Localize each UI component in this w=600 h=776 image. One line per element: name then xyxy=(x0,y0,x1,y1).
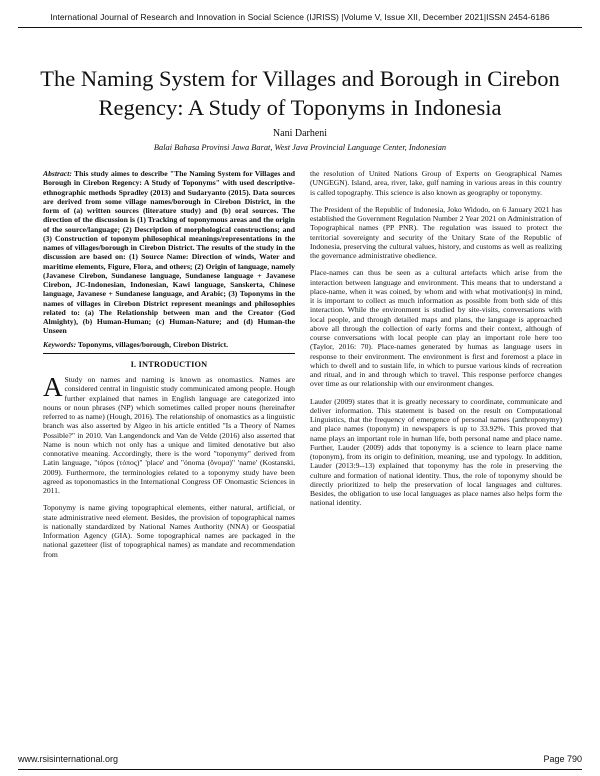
abstract-text: This study aimes to describe "The Naming System for Villages and Borough in Cirebon Regency: A Study of Toponyms" with used descriptive-ethnographic methods Spradley (2013) and Sudaryanto (2015). Data sources are derived from some village names/borough in Cirebon District, in the form of (a) written sources (literature study) and (b) oral sources. The direction of the discussion is (1) Tracking of toponymous areas and the origin of the source/language; (2) Description of morphological constructions; and (3) Construction of toponym philosophical meanings/representations in the names of villages/borough in Cirebon District. The results of the study in the discussion are based on: (1) Source Name: Direction of winds, Water and maritime elements, Figure, Flora, and others; (2) Origin of language, namely (Javanese Cirebon, Sundanese language, Sundanese language + Javanese Cirebon, JC-Indonesian, Indonesian, Kawi language, Sanskerta, Chinese language, Javanese + Sundanese language, and Arabic; (3) Toponyms in the names of villages in Cirebon District represent meanings and philosophies related to: (a) The Relationship between man and the Creator (God Almighty), (b) Human-Human; (c) Human-Nature; and (d) Human-the Unseen xyxy=(43,169,295,336)
paper-title: The Naming System for Villages and Borough in Cirebon Regency: A Study of Toponyms in Indonesia xyxy=(40,66,560,120)
abstract-label: Abstract: xyxy=(43,169,72,178)
author-affiliation: Balai Bahasa Provinsi Jawa Barat, West Java Provincial Language Center, Indonesian xyxy=(153,143,447,152)
footer-page-number: Page 790 xyxy=(543,754,582,764)
abstract xyxy=(43,169,295,336)
keywords xyxy=(43,340,295,349)
intro-paragraph-1 xyxy=(43,372,295,495)
header-rule xyxy=(18,27,582,28)
intro-paragraph-1-text: Study on names and naming is known as onomastics. Names are considered central in linguistic study communicated among people. Hough further explained that names in English language are categorized into nouns or noun phrases (NP) which sometimes called proper nouns (hereinafter referred to as name) (Hough, 2016). The relationship of onomastics as a linguistic branch was also asserted by Algeo in his article entitled "Is a Theory of Names Possible?" in 2010. Van Langendonck and Van de Velde (2016) also asserted that Name is noun which not only has a unique and limited denotative but also connotative meaning. Accordingly, there is the word "toponymy" derived from Latin language, "tópos (τόπος)" 'place' and "ónoma (ὄνομα)" 'name' (Kostanski, 2009). Furthermore, the terminologies related to a toponymy study have been agreed as toponomastics in the International Congress OF Onomastic Sciences in 2011. xyxy=(43,375,295,495)
journal-header: International Journal of Research and Innovation in Social Science (IJRISS) |Volume V, Issue XII, December 2021|ISSN 2454-6186 xyxy=(50,12,550,22)
drop-cap: A xyxy=(43,372,63,402)
right-paragraph-2: The President of the Republic of Indonesia, Joko Widodo, on 6 January 2021 has established the Government Regulation Number 2 Year 2021 on Administration of Topographical names (PP PNR). The regulation was issued to protect the territorial sovereignty and security of the Unitary State of the Republic of Indonesia, preserving the cultural values, history, and customs as well as realizing the governance administrative obedience. xyxy=(310,204,562,260)
author-name: Nani Darheni xyxy=(272,128,328,139)
footer-url: www.rsisinternational.org xyxy=(18,754,119,764)
keywords-label: Keywords: xyxy=(43,339,77,349)
keywords-divider xyxy=(43,353,295,354)
right-paragraph-4: Lauder (2009) states that it is greatly necessary to coordinate, communicate and deliver information. This statement is based on the result on Computational Linguistics, that the frequency of emergence of personal names (anthroponymy) and place names (toponym) in newspapers is up to 33.92%. This proved that name plays an important role in human life, both personal name and place name. Further, Lauder (2009) adds that toponymy is a science to learn place name (toponym), from its origin to definition, meaning, use and typology. In addition, Lauder (2013:9--13) explained that toponymy has the role in preserving the culture and formation of national identity. Thus, the role of toponymy should be directly prioritized to help the preservation of local languages and cultures. Besides, the obligation to use local languages as place names also helps form the national identity. xyxy=(310,396,562,508)
left-column xyxy=(43,169,295,567)
right-paragraph-3: Place-names can thus be seen as a cultural artefacts which arise from the interaction between language and environment. This means that to understand a place-name, when it was coined, by whom and with what motivation(s) in mind, it is important to collect as much information as possible from both side of this interaction. While the environment is studied by site-visits, conversations with local people, and through detailed maps and plans, the language is approached above all through the collection of early forms and their context, although of course conversations with local people can play an important role here too (Taylor, 2016: 70). Place-names generated by humas as language users in response to their environment. The environment is first and foremost a place in which to dwell and to sustain life, in which to pursue various kinds of recreation and ritual, and in and through which to travel. This response perforce changes over time as our relationship with our environment changes. xyxy=(310,268,562,389)
right-paragraph-1: the resolution of United Nations Group of Experts on Geographical Names (UNGEGN). Island, area, river, lake, gulf naming in various areas in this country is called topography. This science is also known as geography or toponymy. xyxy=(310,169,562,197)
keywords-text: Toponyms, villages/borough, Cirebon District. xyxy=(76,339,229,349)
footer-rule xyxy=(18,769,582,770)
right-column xyxy=(310,169,562,516)
intro-paragraph-2: Toponymy is name giving topographical elements, either natural, artificial, or state administrative need element. Besides, the provision of topographical names is nationally standardized by National Names Authority (NNA) or Geospatial Information Agency (GIA). Some topographical names are packaged in the national gazetteer (list of topographical names) as mandate and recommendation from xyxy=(43,503,295,559)
section-heading-introduction: I. INTRODUCTION xyxy=(130,359,208,369)
